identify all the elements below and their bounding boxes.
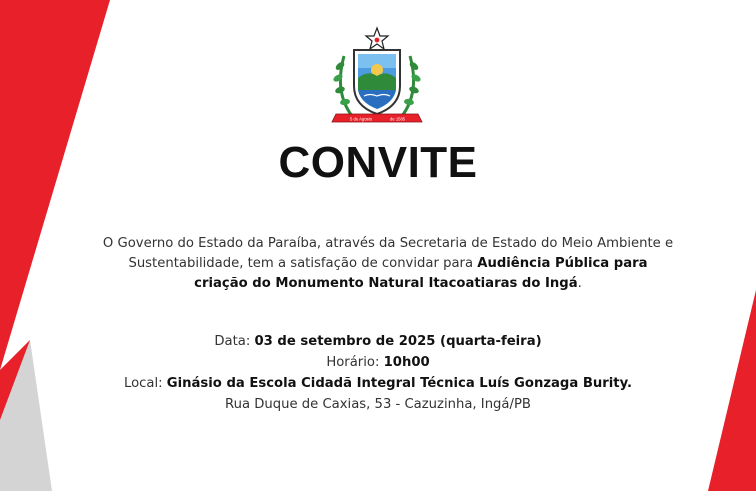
right-red-band: [708, 290, 756, 491]
event-details: [80, 331, 676, 415]
intro-text: O Governo do Estado da Paraíba, através da Secretaria de Estado do Meio Ambiente e Sustentabilidade, tem a satisfação de convidar para: [102, 236, 674, 271]
place-line: [80, 373, 676, 394]
invitation-paragraph: [100, 234, 676, 294]
date-line: [80, 331, 676, 352]
crest-ribbon: [332, 114, 422, 122]
ribbon-text-left: 5 de Agosto: [350, 116, 373, 122]
state-coat-of-arms: [328, 26, 426, 126]
page-title: CONVITE: [278, 138, 478, 187]
place-label: Local:: [123, 376, 167, 391]
time-value: 10h00: [383, 355, 430, 370]
time-label: Horário:: [326, 355, 384, 370]
address-line: Rua Duque de Caxias, 53 - Cazuzinha, Ingá/PB: [225, 397, 531, 412]
date-value: 03 de setembro de 2025 (quarta-feira): [254, 334, 542, 349]
intro-end: .: [577, 276, 582, 291]
date-label: Data:: [214, 334, 255, 349]
time-line: [80, 352, 676, 373]
place-value: Ginásio da Escola Cidadã Integral Técnica Luís Gonzaga Burity.: [166, 376, 633, 391]
ribbon-text-right: de 1585: [390, 116, 406, 122]
event-name: Audiência Pública para criação do Monumento Natural Itacoatiaras do Ingá: [194, 256, 648, 291]
